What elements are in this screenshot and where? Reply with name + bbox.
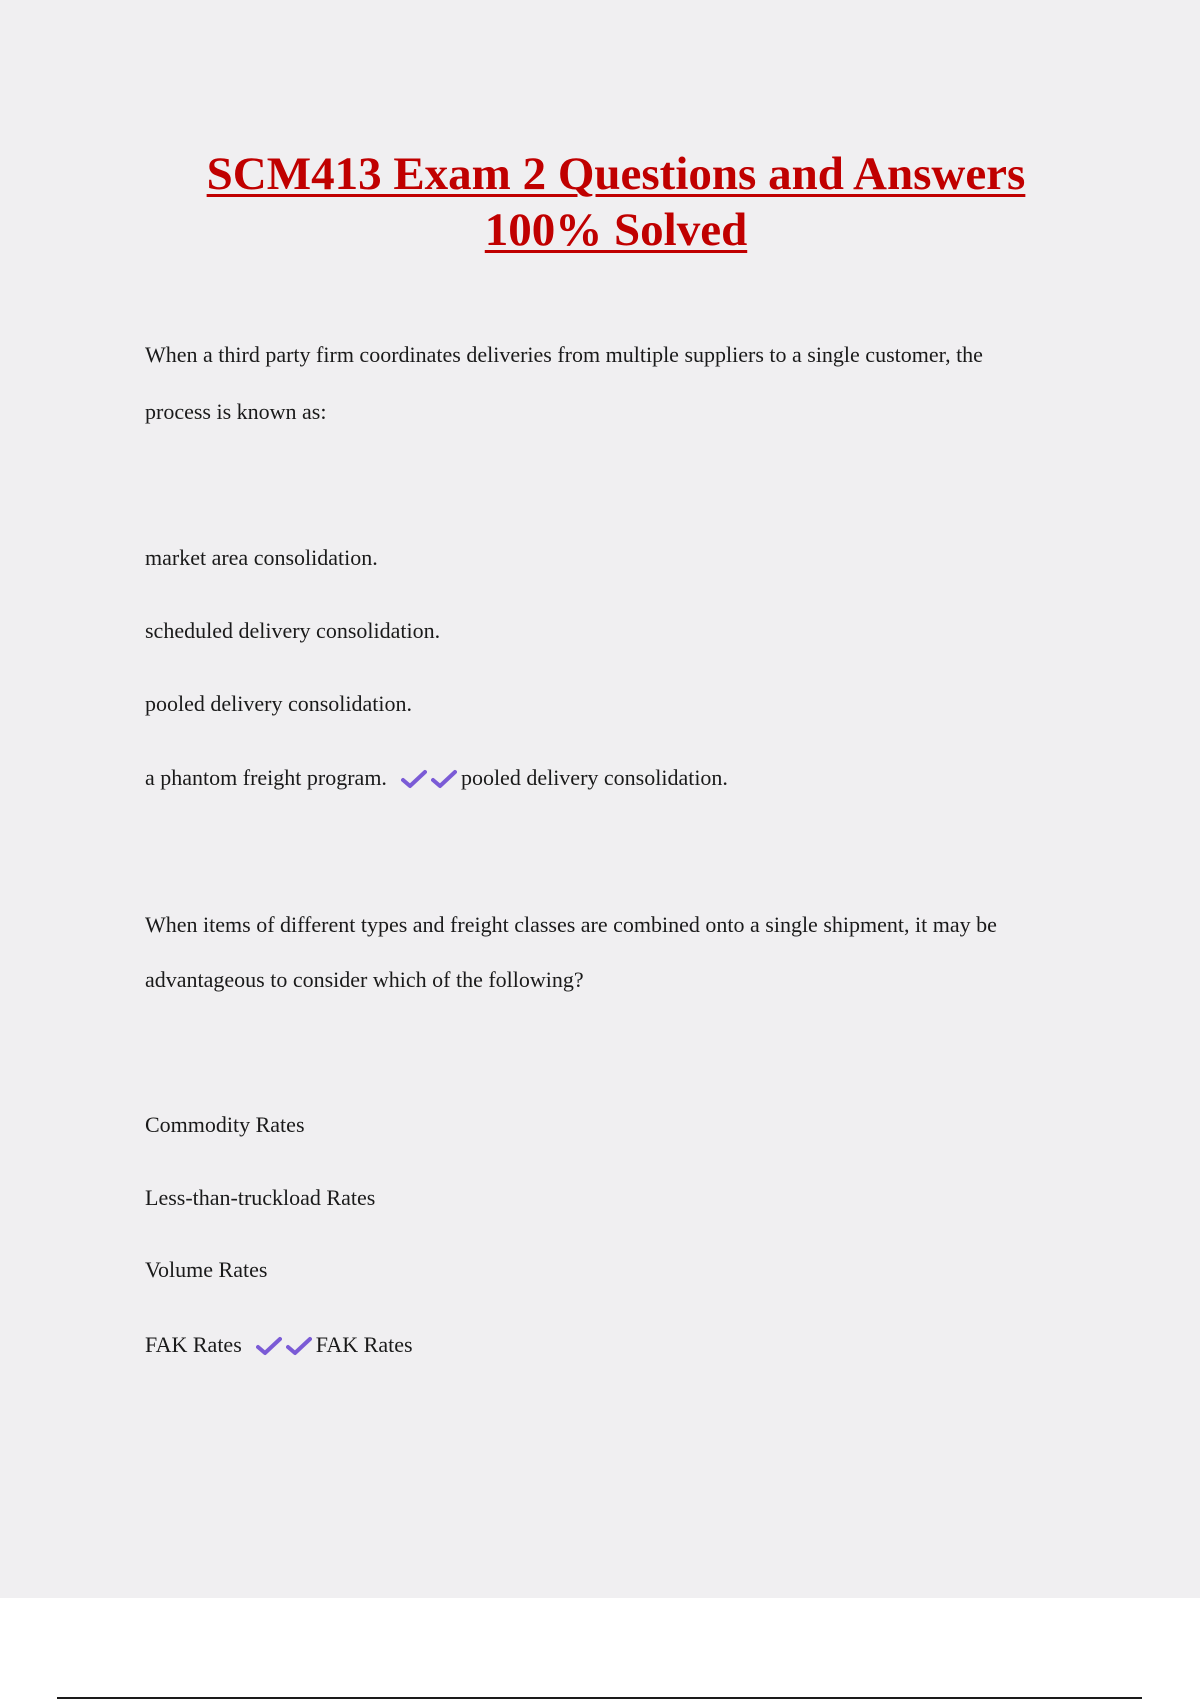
- question-1-answer: pooled delivery consolidation.: [460, 765, 728, 790]
- check-icon: [286, 1336, 312, 1356]
- question-2-text-line-1: When items of different types and freight classes are combined onto a single shipment, it may be: [145, 912, 997, 937]
- question-1-option-2: scheduled delivery consolidation.: [145, 618, 441, 643]
- question-1-text-line-1: When a third party firm coordinates deliveries from multiple suppliers to a single customer, the: [145, 342, 983, 367]
- page-title: [0, 146, 1200, 258]
- question-1-text-line-2: process is known as:: [145, 399, 327, 424]
- title-line-2: 100% Solved: [484, 204, 748, 256]
- footer-divider: [57, 1697, 1142, 1699]
- question-2-option-3: Volume Rates: [145, 1257, 268, 1282]
- check-icon: [256, 1336, 282, 1356]
- question-1-option-1: market area consolidation.: [145, 545, 378, 570]
- question-2-option-4-row: [145, 1332, 413, 1358]
- question-2-option-4: FAK Rates: [145, 1332, 242, 1357]
- title-line-1: SCM413 Exam 2 Questions and Answers: [206, 148, 1026, 200]
- question-2-text-line-2: advantageous to consider which of the following?: [145, 967, 584, 992]
- check-icon: [401, 769, 427, 789]
- question-2-option-2: Less-than-truckload Rates: [145, 1185, 376, 1210]
- question-1-answer-marks: [401, 769, 457, 789]
- question-1-option-4: a phantom freight program.: [145, 765, 387, 790]
- question-2-option-1: Commodity Rates: [145, 1112, 305, 1137]
- check-icon: [431, 769, 457, 789]
- question-1-option-4-row: [145, 765, 728, 791]
- question-2-answer-marks: [256, 1336, 312, 1356]
- question-2-answer: FAK Rates: [315, 1332, 413, 1357]
- question-1-option-3: pooled delivery consolidation.: [145, 691, 412, 716]
